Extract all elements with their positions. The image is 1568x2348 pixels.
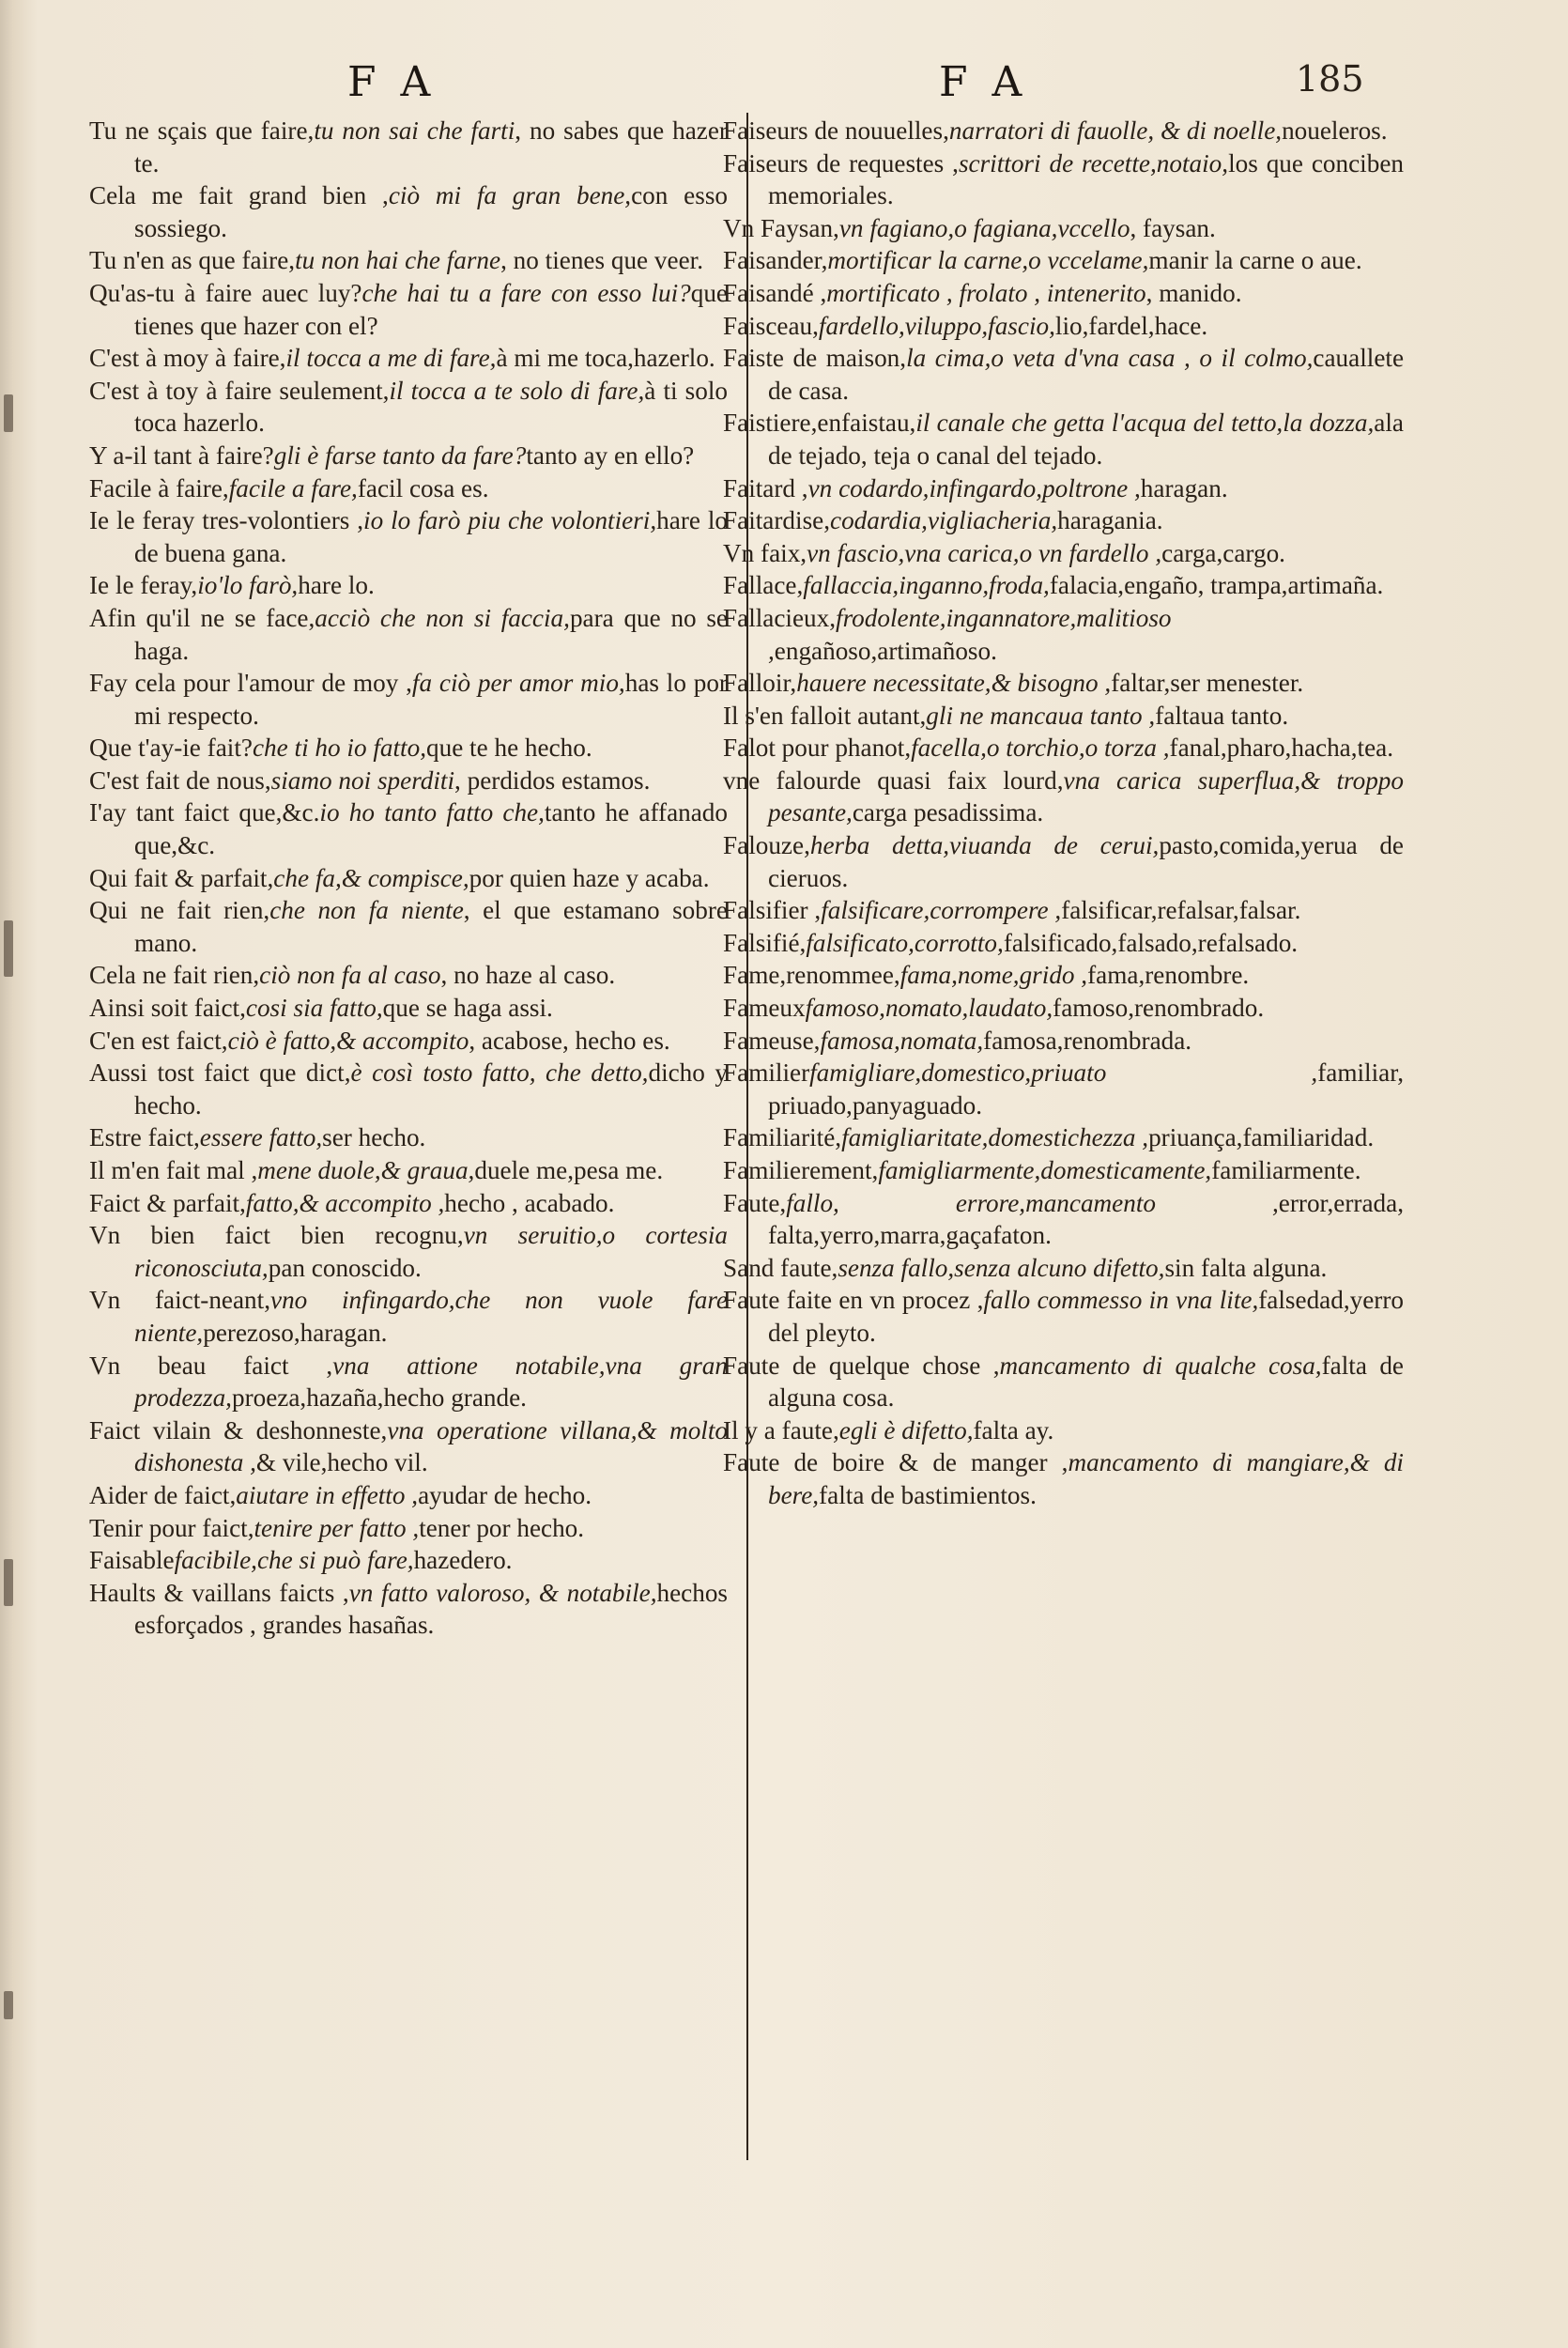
- dictionary-entry: [89, 1577, 728, 1642]
- entry-italian: gli ne mancaua tanto ,: [926, 701, 1156, 730]
- dictionary-entry: [89, 569, 728, 602]
- entry-french: Vn beau faict ,: [89, 1351, 333, 1380]
- entry-french: Fay cela pour l'amour de moy ,: [89, 669, 412, 698]
- dictionary-entry: [723, 569, 1404, 602]
- entry-french: Faisandé ,: [723, 278, 827, 307]
- entry-italian: narratori di fauolle, & di noelle,: [948, 116, 1283, 145]
- entry-french: Ie le feray,: [89, 571, 198, 600]
- entry-italian: falsificare,corrompere ,: [821, 896, 1062, 925]
- dictionary-entry: [723, 310, 1404, 343]
- entry-italian: egli è difetto,: [838, 1415, 974, 1444]
- binding-mark: [4, 920, 13, 977]
- entry-french: Vn Faysan,: [723, 213, 839, 242]
- entry-french: Fameuse,: [723, 1026, 821, 1055]
- entry-spanish: falacia,engaño, trampa,artimaña.: [1049, 571, 1384, 600]
- dictionary-entry: [89, 667, 728, 732]
- entry-spanish: , manido.: [1145, 278, 1242, 307]
- dictionary-entry: [723, 212, 1404, 245]
- entry-italian: tenire per fatto ,: [254, 1513, 420, 1542]
- entry-french: Faiste de maison,: [723, 344, 907, 373]
- binding-mark: [4, 1559, 13, 1606]
- entry-spanish: , no tienes que veer.: [500, 246, 703, 275]
- entry-italian: facella,o torchio,o torza ,: [911, 734, 1170, 763]
- entry-italian: senza fallo,senza alcuno difetto,: [838, 1253, 1165, 1282]
- dictionary-entry: [723, 504, 1404, 537]
- entry-spanish: noueleros.: [1282, 116, 1388, 145]
- entry-spanish: sin falta alguna.: [1164, 1253, 1328, 1282]
- entry-french: Faict vilain & deshonneste,: [89, 1415, 388, 1444]
- entry-french: Qui ne fait rien,: [89, 896, 270, 925]
- entry-french: Ainsi soit faict,: [89, 994, 246, 1023]
- entry-italian: mene duole,& graua,: [257, 1156, 475, 1184]
- dictionary-entry: [723, 602, 1404, 667]
- entry-italian: famigliaritate,domestichezza ,: [841, 1123, 1149, 1152]
- dictionary-entry: [723, 115, 1404, 147]
- entry-french: Faute de quelque chose ,: [723, 1351, 1000, 1380]
- entry-french: Fame,renommee,: [723, 961, 900, 990]
- entry-italian: aiutare in effetto ,: [236, 1480, 419, 1509]
- dictionary-entry: [723, 667, 1404, 700]
- entry-spanish: , el que estamano sobre mano.: [134, 896, 728, 957]
- entry-french: Tu ne sçais que faire,: [89, 116, 315, 145]
- dictionary-entry: [89, 277, 728, 342]
- entry-spanish: perezoso,haragan.: [203, 1318, 388, 1347]
- dictionary-entry: [723, 244, 1404, 277]
- entry-spanish: duele me,pesa me.: [474, 1156, 664, 1184]
- entry-spanish: carga,cargo.: [1161, 538, 1285, 567]
- entry-spanish: à mi me toca,hazerlo.: [496, 344, 715, 373]
- entry-italian: fatto,& accompito ,: [245, 1188, 445, 1217]
- dictionary-entry: [89, 894, 728, 959]
- entry-french: Faiseurs de nouuelles,: [723, 116, 949, 145]
- dictionary-entry: [89, 115, 728, 179]
- entry-french: Estre faict,: [89, 1123, 200, 1152]
- entry-italian: scrittori de recette,notaio,: [958, 148, 1229, 178]
- entry-french: Faisable: [89, 1546, 175, 1575]
- entry-french: Afin qu'il ne se face,: [89, 603, 315, 632]
- entry-italian: mortificar la carne,o vccelame,: [827, 246, 1149, 275]
- entry-french: Falouze,: [723, 831, 810, 860]
- entry-french: Familiarité,: [723, 1123, 842, 1152]
- entry-french: Tenir pour faict,: [89, 1513, 254, 1542]
- dictionary-entry: [89, 1512, 728, 1545]
- dictionary-entry: [89, 1284, 728, 1349]
- entry-italian: famoso,nomato,laudato,: [805, 994, 1053, 1023]
- entry-french: Que t'ay-ie fait?: [89, 734, 253, 763]
- entry-french: Ie le feray tres-volontiers ,: [89, 506, 364, 535]
- entry-spanish: dicho y hecho.: [134, 1058, 729, 1120]
- entry-spanish: ala de tejado, teja o canal del tejado.: [768, 409, 1404, 470]
- entry-french: Fallacieux,: [723, 603, 837, 632]
- entry-french: Facile à faire,: [89, 473, 229, 502]
- entry-french: Faiseurs de requestes ,: [723, 148, 959, 178]
- entry-spanish: falta de alguna cosa.: [768, 1351, 1404, 1413]
- entry-italian: hauere necessitate,& bisogno ,: [796, 669, 1112, 698]
- entry-spanish: cauallete de casa.: [768, 344, 1405, 405]
- entry-spanish: lio,fardel,hace.: [1054, 311, 1208, 340]
- entry-italian: vn fagiano,o fagiana,vccello: [838, 213, 1130, 242]
- entry-french: Aussi tost faict que dict,: [89, 1058, 351, 1088]
- entry-italian: acciò che non si faccia,: [315, 603, 570, 632]
- entry-italian: ciò è fatto,& accompito: [227, 1026, 469, 1055]
- dictionary-entry: [723, 959, 1404, 992]
- entry-spanish: famoso,renombrado.: [1053, 994, 1265, 1023]
- entry-spanish: famosa,renombrada.: [983, 1026, 1192, 1055]
- entry-french: Il m'en fait mal ,: [89, 1156, 258, 1184]
- entry-french: Cela me fait grand bien ,: [89, 181, 389, 210]
- entry-spanish: tanto ay en ello?: [526, 440, 695, 470]
- dictionary-entry: [723, 894, 1404, 927]
- entry-italian: mancamento di qualche cosa,: [999, 1351, 1322, 1380]
- entry-spanish: proeza,hazaña,hecho grande.: [231, 1383, 527, 1413]
- entry-french: Il s'en falloit autant,: [723, 701, 927, 730]
- entry-spanish: , faysan.: [1130, 213, 1216, 242]
- entry-italian: famigliarmente,domesticamente,: [878, 1156, 1212, 1184]
- entry-french: Qu'as-tu à faire auec luy?: [89, 278, 362, 307]
- entry-french: Faistiere,enfaistau,: [723, 409, 916, 438]
- dictionary-entry: [89, 244, 728, 277]
- entry-spanish: tanto he affanado que,&c.: [134, 798, 728, 860]
- entry-french: Falot pour phanot,: [723, 734, 912, 763]
- entry-italian: che non fa niente: [269, 896, 464, 925]
- entry-spanish: haragania.: [1057, 506, 1163, 535]
- entry-spanish: error,errada, falta,yerro,marra,gaçafaton.: [768, 1188, 1404, 1250]
- entry-spanish: à ti solo toca hazerlo.: [134, 376, 728, 438]
- entry-french: Aider de faict,: [89, 1480, 237, 1509]
- entry-italian: famosa,nomata,: [820, 1026, 984, 1055]
- entry-spanish: & vile,hecho vil.: [255, 1448, 428, 1477]
- entry-french: Falloir,: [723, 669, 797, 698]
- binding-mark: [4, 1991, 13, 2019]
- entry-french: Familier: [723, 1058, 810, 1088]
- entry-spanish: que tienes que hazer con el?: [134, 278, 728, 340]
- entry-spanish: pasto,comida,yerua de cieruos.: [768, 831, 1404, 892]
- entry-italian: ciò non fa al caso: [259, 961, 441, 990]
- entry-spanish: falsificar,refalsar,falsar.: [1061, 896, 1301, 925]
- entry-spanish: familiar, priuado,panyaguado.: [768, 1058, 1404, 1120]
- entry-spanish: priuança,familiaridad.: [1148, 1123, 1375, 1152]
- entry-italian: tu non sai che farti: [314, 116, 515, 145]
- entry-spanish: fanal,pharo,hacha,tea.: [1169, 734, 1394, 763]
- entry-italian: codardia,vigliacheria,: [830, 506, 1058, 535]
- dictionary-entry: [89, 1025, 728, 1058]
- entry-french: Faisceau,: [723, 311, 819, 340]
- entry-italian: facile a fare,: [228, 473, 358, 502]
- entry-spanish: falta ay.: [973, 1415, 1054, 1444]
- dictionary-entry: [723, 147, 1404, 212]
- entry-french: C'est à toy à faire seulement,: [89, 376, 390, 405]
- entry-french: Il y a faute,: [723, 1415, 839, 1444]
- entry-spanish: facil cosa es.: [357, 473, 489, 502]
- entry-french: Cela ne fait rien,: [89, 961, 260, 990]
- entry-french: C'est fait de nous,: [89, 765, 271, 795]
- running-header-left: F A: [347, 58, 437, 106]
- dictionary-entry: [89, 796, 728, 861]
- dictionary-entry: [723, 342, 1404, 407]
- entry-french: Falsifié,: [723, 928, 807, 957]
- entry-french: Faisander,: [723, 246, 828, 275]
- entry-french: Faitard ,: [723, 473, 808, 502]
- entry-french: I'ay tant faict que,&c.: [89, 798, 320, 827]
- dictionary-entry: [89, 1057, 728, 1121]
- right-column: [723, 115, 1404, 1512]
- entry-spanish: falsedad,yerro del pleyto.: [768, 1286, 1404, 1347]
- entry-french: Y a-il tant à faire?: [89, 440, 274, 470]
- dictionary-entry: [723, 1057, 1404, 1121]
- dictionary-entry: [89, 992, 728, 1025]
- entry-french: C'en est faict,: [89, 1026, 228, 1055]
- dictionary-entry: [89, 1414, 728, 1479]
- entry-spanish: hare lo de buena gana.: [134, 506, 729, 567]
- entry-italian: che hai tu a fare con esso lui?: [361, 278, 691, 307]
- dictionary-entry: [89, 1219, 728, 1284]
- entry-italian: falsificato,corrotto,: [806, 928, 1004, 957]
- entry-french: Faute faite en vn procez ,: [723, 1286, 984, 1315]
- entry-spanish: para que no se haga.: [134, 603, 729, 665]
- entry-spanish: hare lo.: [298, 571, 375, 600]
- entry-french: Faute de boire & de manger ,: [723, 1448, 1068, 1477]
- running-header-right: F A: [939, 58, 1028, 106]
- entry-italian: la cima,o veta d'vna casa , o il colmo,: [906, 344, 1314, 373]
- dictionary-entry: [89, 862, 728, 895]
- entry-italian: vno infingardo,che non vuole fare niente,: [134, 1286, 729, 1347]
- dictionary-entry: [723, 472, 1404, 505]
- entry-french: Qui fait & parfait,: [89, 863, 274, 892]
- dictionary-entry: [89, 765, 728, 797]
- entry-italian: che ti ho io fatto,: [252, 734, 426, 763]
- entry-french: Familierement,: [723, 1156, 879, 1184]
- page-number: 185: [1296, 58, 1364, 100]
- left-column: [89, 115, 728, 1642]
- entry-italian: fardello,viluppo,fascio,: [818, 311, 1055, 340]
- dictionary-entry: [723, 829, 1404, 894]
- dictionary-entry: [89, 959, 728, 992]
- dictionary-entry: [723, 1025, 1404, 1058]
- entry-italian: siamo noi sperditi: [270, 765, 455, 795]
- entry-french: vne falourde quasi faix lourd,: [723, 765, 1064, 795]
- entry-spanish: ayudar de hecho.: [418, 1480, 592, 1509]
- entry-spanish: falta de bastimientos.: [819, 1480, 1037, 1509]
- entry-spanish: por quien haze y acaba.: [469, 863, 710, 892]
- entry-italian: essere fatto,: [199, 1123, 323, 1152]
- dictionary-entry: [723, 992, 1404, 1025]
- dictionary-entry: [89, 1121, 728, 1154]
- entry-spanish: fama,renombre.: [1087, 961, 1250, 990]
- entry-spanish: has lo por mi respecto.: [134, 669, 728, 730]
- binding-mark: [4, 394, 13, 432]
- entry-french: Haults & vaillans faicts ,: [89, 1578, 349, 1607]
- dictionary-entry: [723, 1252, 1404, 1285]
- entry-italian: cosi sia fatto,: [245, 994, 383, 1023]
- dictionary-entry: [723, 1154, 1404, 1187]
- entry-french: Vn bien faict bien recognu,: [89, 1221, 464, 1250]
- entry-italian: famigliare,domestico,priuato ,: [809, 1058, 1318, 1088]
- dictionary-entry: [89, 1187, 728, 1220]
- entry-italian: il canale che getta l'acqua del tetto,la dozza,: [915, 409, 1375, 438]
- dictionary-entry: [723, 732, 1404, 765]
- dictionary-entry: [723, 537, 1404, 570]
- entry-italian: tu non hai che farne: [295, 246, 501, 275]
- entry-spanish: , acabose, hecho es.: [469, 1026, 670, 1055]
- dictionary-entry: [89, 602, 728, 667]
- entry-spanish: pan conoscido.: [268, 1253, 422, 1282]
- entry-italian: gli è farse tanto da fare?: [273, 440, 527, 470]
- entry-italian: fallaccia,inganno,froda,: [803, 571, 1050, 600]
- entry-spanish: con esso sossiego.: [134, 181, 728, 242]
- entry-italian: che fa,& compisce,: [273, 863, 469, 892]
- entry-french: Falsifier ,: [723, 896, 822, 925]
- entry-spanish: hechos esforçados , grandes hasañas.: [134, 1578, 728, 1640]
- entry-french: Vn faix,: [723, 538, 807, 567]
- entry-italian: io lo farò piu che volontieri,: [363, 506, 657, 535]
- entry-french: Tu n'en as que faire,: [89, 246, 296, 275]
- entry-italian: fa ciò per amor mio,: [411, 669, 625, 698]
- entry-italian: fallo, errore,mancamento ,: [786, 1188, 1279, 1217]
- entry-french: Sand faute,: [723, 1253, 838, 1282]
- dictionary-entry: [89, 1154, 728, 1187]
- entry-italian: ciò mi fa gran bene,: [388, 181, 632, 210]
- entry-spanish: que te he hecho.: [426, 734, 592, 763]
- dictionary-entry: [723, 277, 1404, 310]
- entry-italian: mortificato , frolato , intenerito: [826, 278, 1146, 307]
- dictionary-entry: [723, 1187, 1404, 1252]
- dictionary-entry: [89, 375, 728, 440]
- dictionary-entry: [723, 765, 1404, 829]
- dictionary-entry: [723, 407, 1404, 471]
- dictionary-entry: [89, 179, 728, 244]
- dictionary-entry: [89, 504, 728, 569]
- entry-spanish: ser hecho.: [322, 1123, 426, 1152]
- dictionary-entry: [723, 700, 1404, 733]
- entry-spanish: familiarmente.: [1211, 1156, 1361, 1184]
- dictionary-entry: [89, 1544, 728, 1577]
- entry-italian: fama,nome,grido ,: [899, 961, 1088, 990]
- entry-spanish: que se haga assi.: [382, 994, 553, 1023]
- entry-spanish: los que conciben memoriales.: [768, 148, 1404, 210]
- entry-italian: io'lo farò,: [197, 571, 299, 600]
- entry-italian: vn fatto valoroso, & notabile,: [348, 1578, 657, 1607]
- dictionary-entry: [723, 1284, 1404, 1349]
- entry-italian: vna operatione villana,& molto dishonesta ,: [134, 1415, 728, 1477]
- entry-french: Vn faict-neant,: [89, 1286, 270, 1315]
- dictionary-entry: [89, 732, 728, 765]
- entry-italian: facibile,che si può fare,: [174, 1546, 414, 1575]
- dictionary-entry: [723, 927, 1404, 960]
- entry-italian: vn seruitio,o cortesia riconosciuta,: [134, 1221, 728, 1282]
- dictionary-entry: [723, 1121, 1404, 1154]
- entry-italian: vn codardo,infingardo,poltrone ,: [807, 473, 1141, 502]
- entry-italian: io ho tanto fatto che,: [319, 798, 545, 827]
- dictionary-entry: [723, 1414, 1404, 1447]
- entry-spanish: hazedero.: [413, 1546, 513, 1575]
- entry-italian: mancamento di mangiare,& di bere,: [768, 1448, 1404, 1509]
- entry-italian: fallo commesso in vna lite,: [983, 1286, 1259, 1315]
- entry-spanish: tener por hecho.: [419, 1513, 585, 1542]
- entry-spanish: carga pesadissima.: [852, 798, 1044, 827]
- entry-spanish: manir la carne o aue.: [1148, 246, 1362, 275]
- entry-spanish: , no haze al caso.: [440, 961, 616, 990]
- entry-french: C'est à moy à faire,: [89, 344, 286, 373]
- entry-spanish: haragan.: [1140, 473, 1228, 502]
- dictionary-entry: [89, 1479, 728, 1512]
- entry-spanish: faltar,ser menester.: [1111, 669, 1304, 698]
- dictionary-entry: [89, 472, 728, 505]
- entry-italian: è così tosto fatto, che detto,: [350, 1058, 649, 1088]
- entry-spanish: falsificado,falsado,refalsado.: [1003, 928, 1299, 957]
- entry-spanish: engañoso,artimañoso.: [774, 636, 997, 665]
- dictionary-entry: [723, 1446, 1404, 1511]
- entry-french: Faict & parfait,: [89, 1188, 246, 1217]
- entry-spanish: hecho , acabado.: [444, 1188, 615, 1217]
- entry-french: Faitardise,: [723, 506, 831, 535]
- entry-spanish: faltaua tanto.: [1155, 701, 1289, 730]
- entry-french: Fameux: [723, 994, 806, 1023]
- entry-italian: vn fascio,vna carica,o vn fardello ,: [807, 538, 1162, 567]
- dictionary-entry: [89, 1350, 728, 1414]
- dictionary-entry: [723, 1350, 1404, 1414]
- dictionary-entry: [89, 440, 728, 472]
- dictionary-entry: [89, 342, 728, 375]
- entry-spanish: , perdidos estamos.: [454, 765, 651, 795]
- entry-italian: il tocca a te solo di fare,: [389, 376, 645, 405]
- entry-italian: il tocca a me di fare,: [285, 344, 497, 373]
- entry-french: Fallace,: [723, 571, 804, 600]
- entry-spanish: , no sabes que hazer te.: [134, 116, 728, 178]
- entry-italian: herba detta,viuanda de cerui,: [809, 831, 1160, 860]
- entry-italian: vna attione notabile,vna gran prodezza,: [134, 1351, 728, 1413]
- entry-italian: frodolente,ingannatore,malitioso ,: [768, 603, 1172, 665]
- entry-french: Faute,: [723, 1188, 787, 1217]
- entry-italian: vna carica superflua,& troppo pesante,: [768, 765, 1404, 827]
